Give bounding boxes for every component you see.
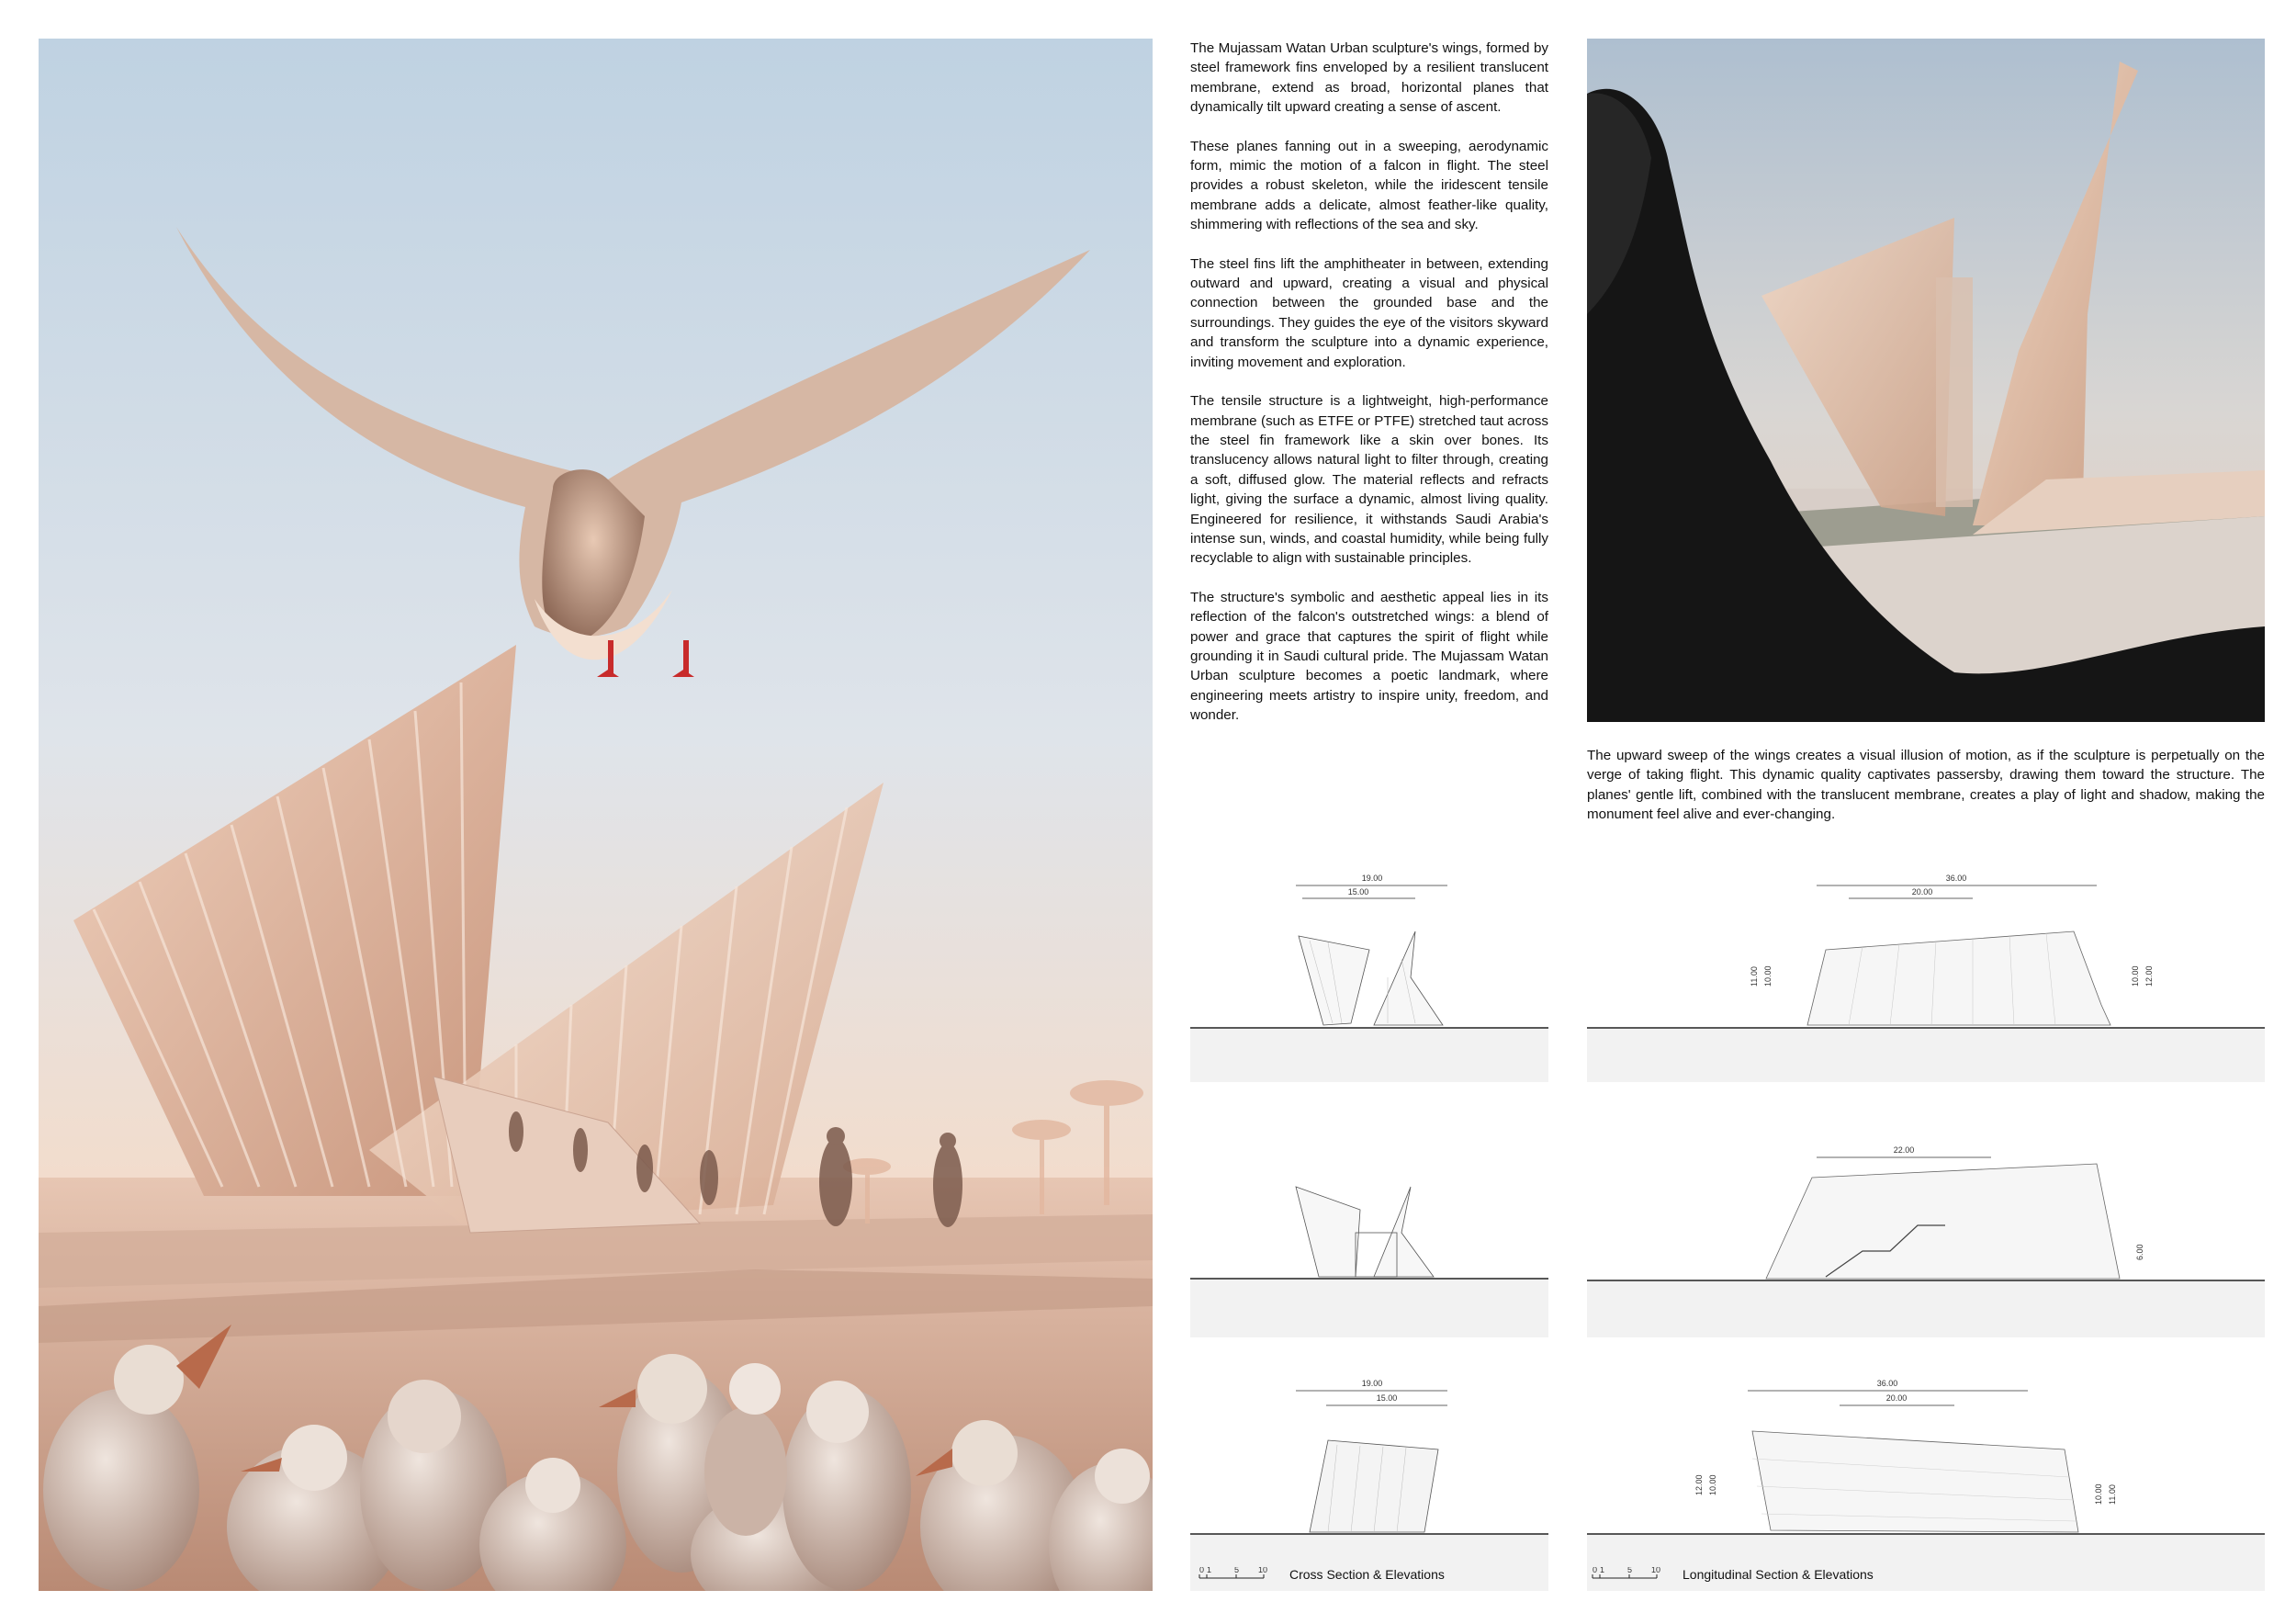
dimension: 10.00 <box>1708 1474 1717 1495</box>
scale-tick: 0 <box>1593 1567 1598 1574</box>
dimension: 10.00 <box>2131 965 2140 987</box>
longitudinal-section-label: Longitudinal Section & Elevations <box>1683 1567 1874 1582</box>
dimension: 12.00 <box>2144 965 2154 987</box>
cross-section-drawing-3 <box>1190 1376 1548 1591</box>
dimension: 12.00 <box>1694 1474 1704 1495</box>
dimension: 19.00 <box>1361 1379 1383 1388</box>
cross-section-drawing-1 <box>1190 867 1548 1082</box>
perspective-render <box>1587 39 2265 722</box>
cross-section-label: Cross Section & Elevations <box>1289 1567 1445 1582</box>
scale-tick: 0 <box>1199 1567 1205 1574</box>
description-text <box>1190 39 1548 745</box>
scale-tick: 1 <box>1207 1567 1212 1574</box>
scale-tick: 10 <box>1651 1567 1661 1574</box>
dimension: 36.00 <box>1876 1379 1898 1388</box>
longitudinal-drawing-2 <box>1587 1122 2265 1337</box>
dimension: 36.00 <box>1945 874 1967 883</box>
dimension: 10.00 <box>1763 965 1773 987</box>
longitudinal-scale-bar <box>1591 1567 1664 1585</box>
dimension: 22.00 <box>1893 1145 1915 1155</box>
cross-section-scale-bar <box>1198 1567 1271 1585</box>
dimension: 15.00 <box>1376 1393 1398 1403</box>
paragraph: The tensile structure is a lightweight, high-performance membrane (such as ETFE or PTFE) stretched taut across the steel fin framework like a skin over bones. Its translucency allows natural light to filter through, creating a soft, diffused glow. The material reflects and refracts light, giving the surface a dynamic, almost living quality. Engineered for resilience, it withstands Saudi Arabia's intense sun, winds, and coastal humidity, while being fully recyclable to align with sustainable principles. <box>1190 393 1548 567</box>
hero-render <box>39 39 1153 1591</box>
longitudinal-drawing-3 <box>1587 1376 2265 1591</box>
scale-tick: 1 <box>1600 1567 1605 1574</box>
scale-tick: 10 <box>1258 1567 1268 1574</box>
dimension: 10.00 <box>2094 1483 2103 1505</box>
scale-tick: 5 <box>1627 1567 1633 1574</box>
dimension: 6.00 <box>2135 1244 2144 1260</box>
dimension: 19.00 <box>1361 874 1383 883</box>
paragraph: These planes fanning out in a sweeping, aerodynamic form, mimic the motion of a falcon in flight. The steel provides a robust skeleton, while the iridescent tensile membrane adds a delicate, almost feather-like quality, shimmering with reflections of the sea and sky. <box>1190 138 1548 233</box>
longitudinal-drawing-1 <box>1587 867 2265 1082</box>
cross-section-drawing-2 <box>1190 1122 1548 1337</box>
scale-tick: 5 <box>1234 1567 1240 1574</box>
dimension: 20.00 <box>1911 887 1933 897</box>
render-caption: The upward sweep of the wings creates a visual illusion of motion, as if the sculpture is perpetually on the verge of taking flight. This dynamic quality captivates passersby, drawing them toward the structure. The planes' gentle lift, combined with the translucent membrane, creates a play of light and shadow, making the monument feel alive and ever-changing. <box>1587 748 2265 823</box>
dimension: 11.00 <box>2108 1484 2117 1505</box>
dimension: 20.00 <box>1885 1393 1908 1403</box>
dimension: 11.00 <box>1750 966 1759 987</box>
paragraph: The structure's symbolic and aesthetic appeal lies in its reflection of the falcon's outstretched wings: a blend of power and grace that captures the spirit of flight while grounding it in Saudi cultural pride. The Mujassam Watan Urban sculpture becomes a poetic landmark, where engineering meets artistry to inspire unity, freedom, and wonder. <box>1190 589 1548 724</box>
dimension: 15.00 <box>1347 887 1369 897</box>
paragraph: The steel fins lift the amphitheater in between, extending outward and upward, creating a visual and physical connection between the grounded base and the surroundings. They guides the eye of the visitors skyward and transform the sculpture into a dynamic experience, inviting movement and exploration. <box>1190 255 1548 370</box>
paragraph: The Mujassam Watan Urban sculpture's wings, formed by steel framework fins enveloped by a resilient translucent membrane, extend as broad, horizontal planes that dynamically tilt upward creating a sense of ascent. <box>1190 40 1548 116</box>
